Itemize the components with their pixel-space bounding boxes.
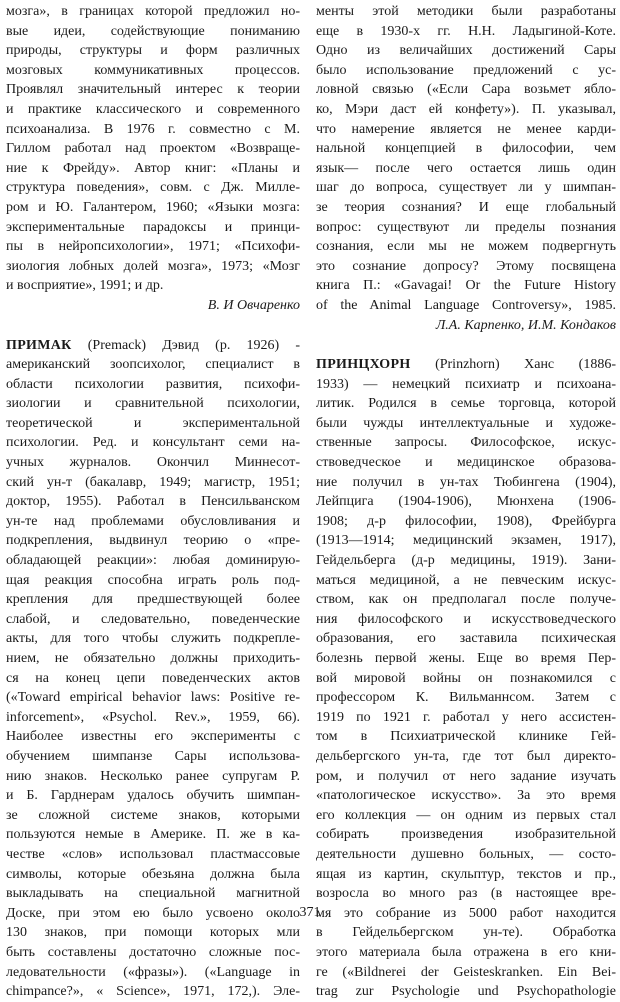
entry-first-line: (Premack) Дэвид (р. 1926) - (71, 337, 300, 353)
text-line: учных журналов. Окончил Миннесот- (6, 455, 300, 471)
text-line: ние получил в ун-тах Тюбингена (1904), (316, 474, 616, 490)
text-line: 130 знаков, при помощи которых мли (6, 925, 300, 941)
text-line: в Гейдельбергском ун-те). Обработка (316, 925, 616, 941)
text-line: щая реакция способна играть роль под- (6, 572, 300, 588)
text-line: менты этой методики были разработаны (316, 4, 616, 19)
text-line: Гейдельберга (д-р медицины, 1919). Зани- (316, 553, 616, 569)
text-line: пользуются немые в Америке. П. же в ка- (6, 827, 300, 843)
entry-premack (6, 336, 300, 1002)
text-line: Гиллом работал над проектом «Возвраще- (6, 141, 300, 157)
text-line: быть составлены достаточно сложные пос- (6, 944, 300, 960)
text-line: еще в 1930-х гг. Н.Н. Ладыгиной-Коте. (316, 23, 616, 39)
text-line: вые идеи, содействующие пониманию (6, 23, 300, 39)
text-line: inforcement», «Psychol. Rev.», 1959, 66). (6, 709, 300, 725)
text-line: было использование предложений с ус- (316, 62, 616, 78)
text-line: chimpance?», « Science», 1971, 172,). Эле- (6, 984, 300, 1000)
text-line: (1913—1914; медицинский экзамен, 1917), (316, 533, 616, 549)
author-signature: В. И Овчаренко (207, 297, 300, 313)
text-line: честве «слов» использовал пластмассовые (6, 846, 300, 862)
text-line: Проявлял значительный интерес к теории (6, 82, 300, 98)
text-line: Доске, при этом ею было усвоено около (6, 905, 300, 921)
text-line: Наиболее известны его эксперименты с (6, 729, 300, 745)
text-line: профессором К. Вильманнсом. Затем с (316, 690, 616, 706)
entry-headword: ПРИМАК (6, 337, 72, 353)
text-line: Одно из величайших достижений Сары (316, 43, 616, 59)
text-line: структура поведения», совм. с Дж. Милле- (6, 180, 300, 196)
text-line: обладающей реакции»: любая доминирую- (6, 553, 300, 569)
text-line: ственные запросы. Философское, искус- (316, 435, 616, 451)
text-line: trag zur Psychologie und Psychopathologie (316, 984, 616, 1000)
text-line: of the Animal Language Controversy», 1985. (316, 297, 616, 313)
text-line: это сознание допросу? Этому посвящена (316, 258, 616, 274)
text-line: и Б. Гарднерам удалось обучить шимпан- (6, 788, 300, 804)
text-line: подкрепления, выдвинул теорию о «пре- (6, 533, 300, 549)
text-line: собирать произведения изобразительной (316, 827, 616, 843)
text-line: дельбергского ун-та, где тот был директо- (316, 748, 616, 764)
text-line: ние к Фрейду». Автор книг: «Планы и (6, 160, 300, 176)
text-line: мозговых коммуникативных процессов. (6, 62, 300, 78)
text-line: психологии. Ред. и консультант семи на- (6, 435, 300, 451)
text-line: крепления для предшествующей более (6, 592, 300, 608)
text-line: пы в нейропсихологии», 1971; «Психофи- (6, 239, 300, 255)
text-line: мозга», в границах которой предложил но- (6, 4, 300, 19)
text-line: ко, Мэри даст ей конфету»). П. указывал, (316, 101, 616, 117)
text-line: были чужды интеллектуальные и художе- (316, 415, 616, 431)
text-line: шаг до вопроса, существует ли у шимпан- (316, 180, 616, 196)
text-line: ге («Bildnerei der Geisteskranken. Ein Bei- (316, 964, 616, 980)
author-signature: Л.А. Карпенко, И.М. Кондаков (435, 317, 616, 333)
text-line: нальной концепцией в философии, чем (316, 141, 616, 157)
text-line: природы, структуры и форм различных (6, 43, 300, 59)
entry-headword: ПРИНЦХОРН (316, 357, 411, 373)
entry-first-line: (Prinzhorn) Ханс (1886- (410, 357, 616, 373)
continuation-text (6, 2, 300, 296)
right-column (316, 2, 616, 1002)
text-line: маться медициной, а не певческим искус- (316, 572, 616, 588)
text-line: зе сложной системе знаков, которыми (6, 807, 300, 823)
text-line: этого материала была отражена в его кни- (316, 944, 616, 960)
text-line: ся на конец цепи поведенческих актов (6, 670, 300, 686)
text-line: экспериментальные парадоксы и принци- (6, 219, 300, 235)
text-line: нием, не обязательно должны приходить- (6, 651, 300, 666)
text-line: зиологии и сравнительной психологии, (6, 396, 300, 412)
text-line: ством, как он предполагал после получе- (316, 592, 616, 608)
text-line: доктор, 1955). Работал в Пенсильванском (6, 494, 300, 510)
continuation-text (316, 2, 616, 316)
text-line: ун-те над проблемами обусловливания и (6, 513, 300, 529)
text-line: зе теория сознания? И еще глобальный (316, 199, 616, 215)
text-line: и восприятие», 1991; и др. (6, 278, 164, 294)
text-line: вой мировой войны он познакомился с (316, 670, 616, 686)
text-line: ром, и получил от него задание изучать (316, 768, 616, 784)
text-line: («Toward empirical behavior laws: Positive re- (6, 690, 300, 706)
text-line: его коллекция — он одним из первых стал (316, 807, 616, 823)
text-line: теоретической и экспериментальной (6, 415, 300, 431)
text-line: ледовательности («фразы»). («Language in (6, 964, 300, 980)
text-line: и практике классического и современного (6, 101, 300, 117)
text-line: сознания, если мы не можем подвергнуть (316, 239, 616, 255)
text-line: литик. Родился в семье торговца, которой (316, 396, 616, 412)
page-number: 371 (299, 905, 321, 920)
text-line: ния философского и искусствоведческого (316, 611, 616, 627)
text-line: вопрос: существуют ли пределы познания (316, 219, 616, 235)
text-line: акты, для того чтобы служить подкрепле- (6, 631, 300, 647)
text-line: Лейпцига (1904-1906), Мюнхена (1906- (316, 494, 616, 510)
text-line: зиология лобных долей мозга», 1973; «Мозг (6, 258, 300, 274)
text-line: язык— после чего остается лишь один (316, 160, 616, 176)
text-line: ром и Ю. Галантером, 1960; «Языки мозга: (6, 199, 300, 215)
text-line: возросла во много раз (в настоящее вре- (316, 886, 616, 902)
text-line: «патологическое искусство». За это время (316, 788, 616, 804)
text-line: книга П.: «Gavagai! Or the Future History (316, 278, 616, 294)
text-line: американский зоопсихолог, специалист в (6, 357, 300, 373)
text-line: том в Психиатрической клинике Гей- (316, 729, 616, 745)
text-line: 1919 по 1921 г. работал у него ассистен- (316, 709, 616, 725)
text-line: области психологии развития, психофи- (6, 376, 300, 392)
text-line: ский ун-т (бакалавр, 1949; магистр, 1951; (6, 474, 300, 490)
text-line: 1908; д-р философии, 1908), Фрейбурга (316, 513, 616, 529)
text-line: обучением шимпанзе Сары использова- (6, 748, 300, 764)
text-line: символы, которые обезьяна должна была (6, 866, 300, 882)
text-line: ящая из картин, скульптур, текстов и пр., (316, 866, 616, 882)
text-line: ловной связью («Если Сара возьмет ябло- (316, 82, 616, 98)
text-line: ствоведческое и медицинское образова- (316, 455, 616, 471)
text-line: выкладывать на специальной магнитной (6, 886, 300, 902)
text-line: психоанализа. В 1976 г. совместно с М. (6, 121, 300, 137)
text-line: деятельности душевно больных, — состо- (316, 846, 616, 862)
text-line: что намерение является не менее карди- (316, 121, 616, 137)
text-line: слабой, и следовательно, поведенческие (6, 611, 300, 627)
text-line: 1933) — немецкий психиатр и психоана- (316, 376, 616, 392)
text-line: образования, его заставила психическая (316, 631, 616, 647)
left-column (6, 2, 300, 1002)
text-line: нию знаков. Несколько ранее супругам Р. (6, 768, 300, 784)
text-line: болезнь первой жены. Еще во время Пер- (316, 651, 616, 666)
text-line: мя это собрание из 5000 работ находится (316, 905, 616, 921)
